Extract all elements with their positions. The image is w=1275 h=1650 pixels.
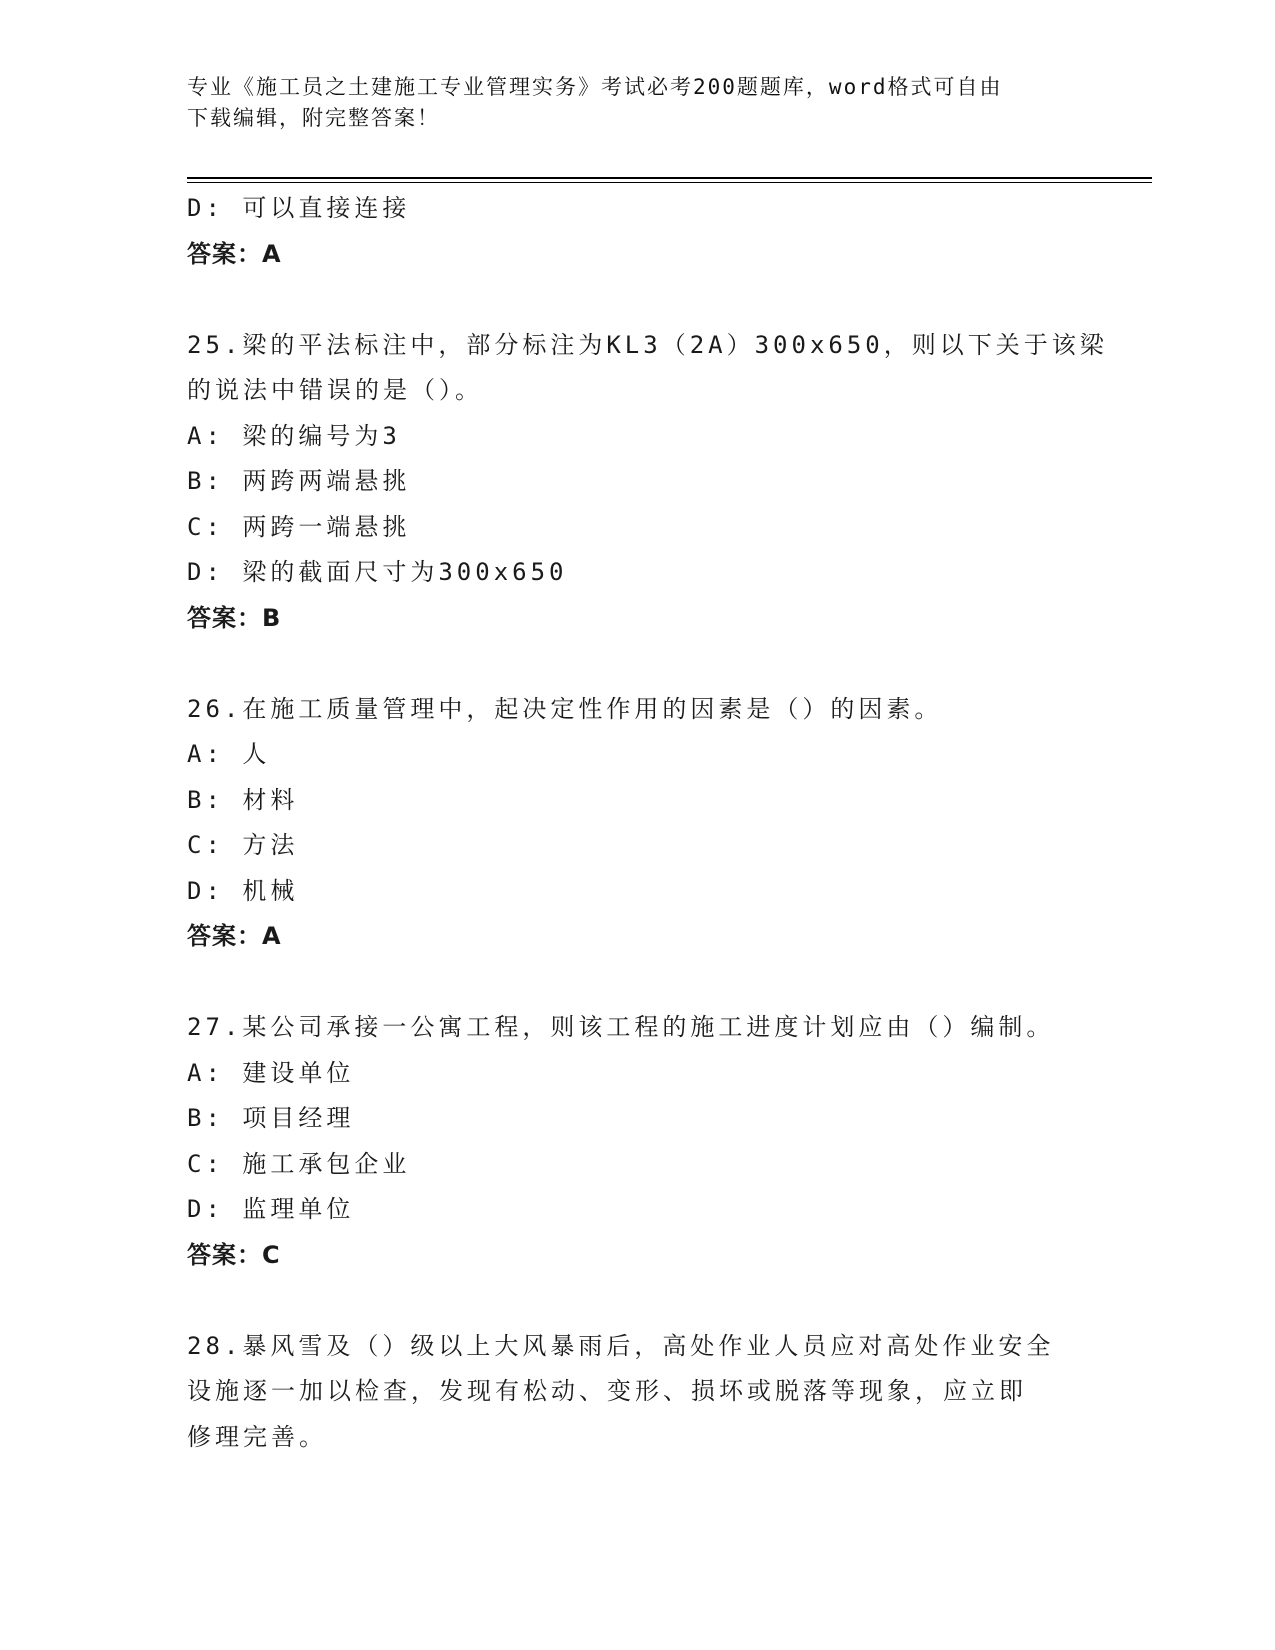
question-28 [187,1324,1117,1461]
option-d: D: 梁的截面尺寸为300x650 [187,558,568,586]
question-title: 26.在施工质量管理中，起决定性作用的因素是（）的因素。 [187,694,943,723]
prev-option-d: D: 可以直接连接 [187,194,411,222]
option-b: B: 两跨两端悬挑 [187,467,411,495]
spacer [187,960,1117,1006]
option-b: B: 材料 [187,785,299,814]
header-line-1: 专业《施工员之土建施工专业管理实务》考试必考200题题库，word格式可自由 [187,75,1003,99]
option-b: B: 项目经理 [187,1104,355,1132]
option-c: C: 两跨一端悬挑 [187,512,411,541]
page-header [187,72,1087,134]
option-c: C: 施工承包企业 [187,1149,411,1178]
document-body [187,186,1117,1460]
option-a: A: 人 [187,740,271,768]
header-line-2: 下载编辑，附完整答案！ [187,106,440,130]
question-title: 27.某公司承接一公寓工程，则该工程的施工进度计划应由（）编制。 [187,1013,1055,1041]
question-title: 28.暴风雪及（）级以上大风暴雨后，高处作业人员应对高处作业安全 [187,1331,1055,1360]
option-d: D: 机械 [187,876,299,905]
option-a: A: 建设单位 [187,1058,355,1087]
question-title-cont: 的说法中错误的是（）。 [187,376,483,404]
answer: 答案：A [187,922,282,950]
answer: 答案：C [187,1240,281,1269]
question-26 [187,687,1117,960]
option-c: C: 方法 [187,831,299,859]
spacer [187,277,1117,323]
spacer [187,1278,1117,1324]
header-rule-thin [187,182,1152,183]
question-title-cont: 修理完善。 [187,1422,327,1451]
header-rule-thick [187,177,1152,179]
option-d: D: 监理单位 [187,1195,355,1223]
question-title: 25.梁的平法标注中，部分标注为KL3（2A）300x650，则以下关于该梁 [187,330,1108,359]
question-25 [187,323,1117,642]
option-a: A: 梁的编号为3 [187,421,401,450]
question-27 [187,1005,1117,1278]
question-title-cont: 设施逐一加以检查，发现有松动、变形、损坏或脱落等现象，应立即 [187,1377,1027,1405]
spacer [187,641,1117,687]
prev-answer: 答案：A [187,239,282,268]
answer: 答案：B [187,603,282,632]
